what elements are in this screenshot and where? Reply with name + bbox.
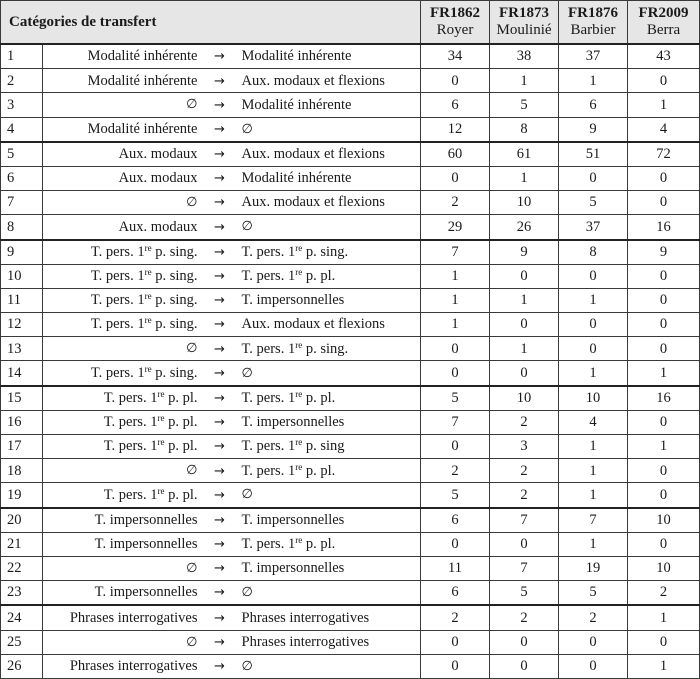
count-cell-fr1873: 0 — [490, 361, 559, 386]
transfer-arrow-icon: → — [204, 459, 236, 483]
target-category: ∅ — [236, 361, 421, 386]
table-row — [1, 69, 700, 93]
table-row — [1, 240, 700, 265]
row-number: 25 — [1, 630, 43, 654]
count-cell-fr1873: 7 — [490, 508, 559, 533]
table-row — [1, 337, 700, 361]
count-cell-fr1876: 1 — [559, 69, 628, 93]
table-row — [1, 142, 700, 167]
count-cell-fr2009: 0 — [628, 630, 700, 654]
count-cell-fr1873: 0 — [490, 532, 559, 556]
count-cell-fr1862: 0 — [421, 532, 490, 556]
source-category: Modalité inhérente — [43, 117, 204, 142]
count-cell-fr1862: 0 — [421, 654, 490, 678]
count-cell-fr1873: 2 — [490, 605, 559, 630]
count-cell-fr1862: 2 — [421, 191, 490, 215]
count-cell-fr1862: 6 — [421, 93, 490, 117]
source-category: ∅ — [43, 556, 204, 580]
source-category: Aux. modaux — [43, 166, 204, 190]
source-category: Phrases interrogatives — [43, 605, 204, 630]
count-cell-fr1876: 0 — [559, 264, 628, 288]
count-cell-fr1862: 0 — [421, 166, 490, 190]
count-cell-fr2009: 72 — [628, 142, 700, 167]
transfer-arrow-icon: → — [204, 117, 236, 142]
count-cell-fr1876: 0 — [559, 337, 628, 361]
count-cell-fr1876: 5 — [559, 191, 628, 215]
source-category: T. pers. 1re p. sing. — [43, 288, 204, 312]
count-cell-fr1876: 0 — [559, 313, 628, 337]
count-cell-fr1873: 1 — [490, 288, 559, 312]
transfer-arrow-icon: → — [204, 605, 236, 630]
count-cell-fr1876: 9 — [559, 117, 628, 142]
category-header: Catégories de transfert — [1, 1, 421, 45]
source-author: Royer — [436, 22, 474, 38]
source-category: T. impersonnelles — [43, 581, 204, 606]
transfer-arrow-icon: → — [204, 654, 236, 678]
target-category: Aux. modaux et flexions — [236, 313, 421, 337]
table-body — [1, 44, 700, 678]
source-header-fr1873 — [490, 1, 559, 45]
source-category: ∅ — [43, 630, 204, 654]
count-cell-fr1873: 2 — [490, 483, 559, 508]
source-category: ∅ — [43, 191, 204, 215]
header-row — [1, 1, 700, 45]
row-number: 22 — [1, 556, 43, 580]
source-category: Modalité inhérente — [43, 44, 204, 69]
row-number: 6 — [1, 166, 43, 190]
table-row — [1, 630, 700, 654]
transfer-arrow-icon: → — [204, 264, 236, 288]
count-cell-fr1873: 0 — [490, 313, 559, 337]
count-cell-fr1873: 8 — [490, 117, 559, 142]
row-number: 16 — [1, 410, 43, 434]
count-cell-fr1876: 5 — [559, 581, 628, 606]
source-category: ∅ — [43, 337, 204, 361]
table-row — [1, 605, 700, 630]
count-cell-fr1873: 0 — [490, 264, 559, 288]
source-code: FR1862 — [430, 5, 481, 21]
target-category: T. pers. 1re p. pl. — [236, 532, 421, 556]
count-cell-fr1862: 6 — [421, 508, 490, 533]
count-cell-fr1876: 1 — [559, 435, 628, 459]
table-row — [1, 44, 700, 69]
row-number: 10 — [1, 264, 43, 288]
count-cell-fr1862: 7 — [421, 410, 490, 434]
row-number: 4 — [1, 117, 43, 142]
count-cell-fr1862: 1 — [421, 264, 490, 288]
count-cell-fr1876: 51 — [559, 142, 628, 167]
source-header-fr1862 — [421, 1, 490, 45]
count-cell-fr1862: 34 — [421, 44, 490, 69]
transfer-arrow-icon: → — [204, 483, 236, 508]
row-number: 3 — [1, 93, 43, 117]
transfer-arrow-icon: → — [204, 435, 236, 459]
count-cell-fr1873: 0 — [490, 654, 559, 678]
count-cell-fr1862: 5 — [421, 483, 490, 508]
row-number: 26 — [1, 654, 43, 678]
source-category: T. impersonnelles — [43, 532, 204, 556]
transfer-arrow-icon: → — [204, 215, 236, 240]
table-row — [1, 410, 700, 434]
count-cell-fr1873: 2 — [490, 410, 559, 434]
count-cell-fr1876: 0 — [559, 630, 628, 654]
table-row — [1, 556, 700, 580]
target-category: T. impersonnelles — [236, 288, 421, 312]
target-category: ∅ — [236, 654, 421, 678]
table-row — [1, 581, 700, 606]
count-cell-fr1876: 8 — [559, 240, 628, 265]
row-number: 24 — [1, 605, 43, 630]
count-cell-fr1862: 0 — [421, 361, 490, 386]
count-cell-fr2009: 1 — [628, 93, 700, 117]
count-cell-fr1862: 60 — [421, 142, 490, 167]
count-cell-fr2009: 0 — [628, 191, 700, 215]
count-cell-fr2009: 0 — [628, 69, 700, 93]
count-cell-fr2009: 0 — [628, 264, 700, 288]
row-number: 9 — [1, 240, 43, 265]
row-number: 21 — [1, 532, 43, 556]
target-category: Modalité inhérente — [236, 93, 421, 117]
transfer-arrow-icon: → — [204, 532, 236, 556]
source-author: Berra — [646, 22, 681, 38]
source-category: Aux. modaux — [43, 215, 204, 240]
source-category: ∅ — [43, 93, 204, 117]
transfer-arrow-icon: → — [204, 410, 236, 434]
target-category: T. impersonnelles — [236, 556, 421, 580]
target-category: ∅ — [236, 215, 421, 240]
table-row — [1, 459, 700, 483]
target-category: Aux. modaux et flexions — [236, 142, 421, 167]
row-number: 19 — [1, 483, 43, 508]
count-cell-fr1862: 0 — [421, 630, 490, 654]
count-cell-fr1862: 2 — [421, 605, 490, 630]
count-cell-fr1873: 38 — [490, 44, 559, 69]
count-cell-fr1876: 0 — [559, 654, 628, 678]
row-number: 15 — [1, 386, 43, 411]
source-code: FR1876 — [568, 5, 619, 21]
count-cell-fr1873: 5 — [490, 581, 559, 606]
source-code: FR1873 — [499, 5, 550, 21]
count-cell-fr1876: 1 — [559, 361, 628, 386]
count-cell-fr1876: 1 — [559, 459, 628, 483]
row-number: 12 — [1, 313, 43, 337]
target-category: Phrases interrogatives — [236, 630, 421, 654]
count-cell-fr2009: 1 — [628, 605, 700, 630]
transfer-arrow-icon: → — [204, 581, 236, 606]
count-cell-fr1862: 0 — [421, 435, 490, 459]
table-row — [1, 386, 700, 411]
source-category: T. pers. 1re p. sing. — [43, 361, 204, 386]
count-cell-fr1862: 12 — [421, 117, 490, 142]
table-row — [1, 93, 700, 117]
target-category: Modalité inhérente — [236, 44, 421, 69]
target-category: Aux. modaux et flexions — [236, 191, 421, 215]
target-category: ∅ — [236, 117, 421, 142]
count-cell-fr1862: 0 — [421, 337, 490, 361]
source-category: T. pers. 1re p. pl. — [43, 410, 204, 434]
target-category: T. pers. 1re p. pl. — [236, 386, 421, 411]
count-cell-fr1873: 3 — [490, 435, 559, 459]
target-category: T. impersonnelles — [236, 410, 421, 434]
count-cell-fr1862: 29 — [421, 215, 490, 240]
source-author: Moulinié — [496, 22, 552, 38]
count-cell-fr1873: 9 — [490, 240, 559, 265]
row-number: 17 — [1, 435, 43, 459]
row-number: 8 — [1, 215, 43, 240]
count-cell-fr2009: 16 — [628, 386, 700, 411]
target-category: T. pers. 1re p. sing. — [236, 337, 421, 361]
count-cell-fr2009: 1 — [628, 654, 700, 678]
transfer-arrow-icon: → — [204, 337, 236, 361]
source-category: ∅ — [43, 459, 204, 483]
table-row — [1, 508, 700, 533]
count-cell-fr1873: 5 — [490, 93, 559, 117]
table-row — [1, 435, 700, 459]
transfer-arrow-icon: → — [204, 191, 236, 215]
table-row — [1, 215, 700, 240]
transfer-arrow-icon: → — [204, 69, 236, 93]
table-row — [1, 361, 700, 386]
transfer-arrow-icon: → — [204, 313, 236, 337]
transfer-arrow-icon: → — [204, 288, 236, 312]
source-category: T. impersonnelles — [43, 508, 204, 533]
count-cell-fr2009: 0 — [628, 459, 700, 483]
source-category: T. pers. 1re p. sing. — [43, 240, 204, 265]
count-cell-fr2009: 4 — [628, 117, 700, 142]
transfer-arrow-icon: → — [204, 240, 236, 265]
count-cell-fr2009: 16 — [628, 215, 700, 240]
source-category: T. pers. 1re p. sing. — [43, 264, 204, 288]
source-category: Aux. modaux — [43, 142, 204, 167]
count-cell-fr1862: 11 — [421, 556, 490, 580]
count-cell-fr2009: 0 — [628, 288, 700, 312]
count-cell-fr1873: 10 — [490, 191, 559, 215]
row-number: 20 — [1, 508, 43, 533]
count-cell-fr1876: 7 — [559, 508, 628, 533]
source-category: T. pers. 1re p. pl. — [43, 483, 204, 508]
count-cell-fr2009: 10 — [628, 508, 700, 533]
count-cell-fr1876: 6 — [559, 93, 628, 117]
count-cell-fr1862: 0 — [421, 69, 490, 93]
source-author: Barbier — [570, 22, 616, 38]
count-cell-fr1862: 6 — [421, 581, 490, 606]
count-cell-fr2009: 0 — [628, 166, 700, 190]
count-cell-fr2009: 0 — [628, 337, 700, 361]
transfer-arrow-icon: → — [204, 508, 236, 533]
source-header-fr2009 — [628, 1, 700, 45]
source-code: FR2009 — [638, 5, 689, 21]
transfer-arrow-icon: → — [204, 93, 236, 117]
source-header-fr1876 — [559, 1, 628, 45]
count-cell-fr1873: 7 — [490, 556, 559, 580]
row-number: 14 — [1, 361, 43, 386]
table-row — [1, 117, 700, 142]
row-number: 23 — [1, 581, 43, 606]
table-row — [1, 288, 700, 312]
count-cell-fr1873: 26 — [490, 215, 559, 240]
count-cell-fr1862: 7 — [421, 240, 490, 265]
table-row — [1, 313, 700, 337]
table-row — [1, 191, 700, 215]
row-number: 11 — [1, 288, 43, 312]
count-cell-fr2009: 0 — [628, 313, 700, 337]
table-row — [1, 532, 700, 556]
target-category: Aux. modaux et flexions — [236, 69, 421, 93]
count-cell-fr2009: 2 — [628, 581, 700, 606]
transfer-arrow-icon: → — [204, 556, 236, 580]
count-cell-fr1873: 2 — [490, 459, 559, 483]
row-number: 18 — [1, 459, 43, 483]
count-cell-fr2009: 0 — [628, 532, 700, 556]
table-row — [1, 166, 700, 190]
count-cell-fr2009: 43 — [628, 44, 700, 69]
count-cell-fr1876: 1 — [559, 288, 628, 312]
count-cell-fr2009: 1 — [628, 361, 700, 386]
count-cell-fr1876: 37 — [559, 215, 628, 240]
transfer-arrow-icon: → — [204, 44, 236, 69]
count-cell-fr1862: 2 — [421, 459, 490, 483]
source-category: Phrases interrogatives — [43, 654, 204, 678]
target-category: ∅ — [236, 581, 421, 606]
count-cell-fr1862: 5 — [421, 386, 490, 411]
count-cell-fr2009: 0 — [628, 410, 700, 434]
count-cell-fr1862: 1 — [421, 288, 490, 312]
target-category: T. impersonnelles — [236, 508, 421, 533]
row-number: 2 — [1, 69, 43, 93]
source-category: T. pers. 1re p. pl. — [43, 435, 204, 459]
transfer-arrow-icon: → — [204, 361, 236, 386]
count-cell-fr2009: 1 — [628, 435, 700, 459]
table-row — [1, 654, 700, 678]
target-category: Modalité inhérente — [236, 166, 421, 190]
target-category: ∅ — [236, 483, 421, 508]
source-category: T. pers. 1re p. pl. — [43, 386, 204, 411]
count-cell-fr2009: 10 — [628, 556, 700, 580]
count-cell-fr1876: 0 — [559, 166, 628, 190]
count-cell-fr1876: 1 — [559, 532, 628, 556]
count-cell-fr1862: 1 — [421, 313, 490, 337]
target-category: T. pers. 1re p. pl. — [236, 459, 421, 483]
source-category: Modalité inhérente — [43, 69, 204, 93]
count-cell-fr1873: 10 — [490, 386, 559, 411]
transfer-arrow-icon: → — [204, 166, 236, 190]
target-category: T. pers. 1re p. sing. — [236, 240, 421, 265]
target-category: T. pers. 1re p. sing — [236, 435, 421, 459]
transfer-arrow-icon: → — [204, 630, 236, 654]
count-cell-fr1873: 1 — [490, 69, 559, 93]
table-row — [1, 483, 700, 508]
row-number: 7 — [1, 191, 43, 215]
count-cell-fr1876: 37 — [559, 44, 628, 69]
table-row — [1, 264, 700, 288]
count-cell-fr1876: 2 — [559, 605, 628, 630]
transfer-arrow-icon: → — [204, 142, 236, 167]
count-cell-fr1876: 1 — [559, 483, 628, 508]
transfer-arrow-icon: → — [204, 386, 236, 411]
count-cell-fr2009: 9 — [628, 240, 700, 265]
count-cell-fr1876: 4 — [559, 410, 628, 434]
target-category: Phrases interrogatives — [236, 605, 421, 630]
count-cell-fr1873: 1 — [490, 337, 559, 361]
count-cell-fr1873: 0 — [490, 630, 559, 654]
row-number: 13 — [1, 337, 43, 361]
count-cell-fr2009: 0 — [628, 483, 700, 508]
target-category: T. pers. 1re p. pl. — [236, 264, 421, 288]
source-category: T. pers. 1re p. sing. — [43, 313, 204, 337]
row-number: 1 — [1, 44, 43, 69]
count-cell-fr1873: 1 — [490, 166, 559, 190]
count-cell-fr1876: 10 — [559, 386, 628, 411]
count-cell-fr1876: 19 — [559, 556, 628, 580]
row-number: 5 — [1, 142, 43, 167]
count-cell-fr1873: 61 — [490, 142, 559, 167]
